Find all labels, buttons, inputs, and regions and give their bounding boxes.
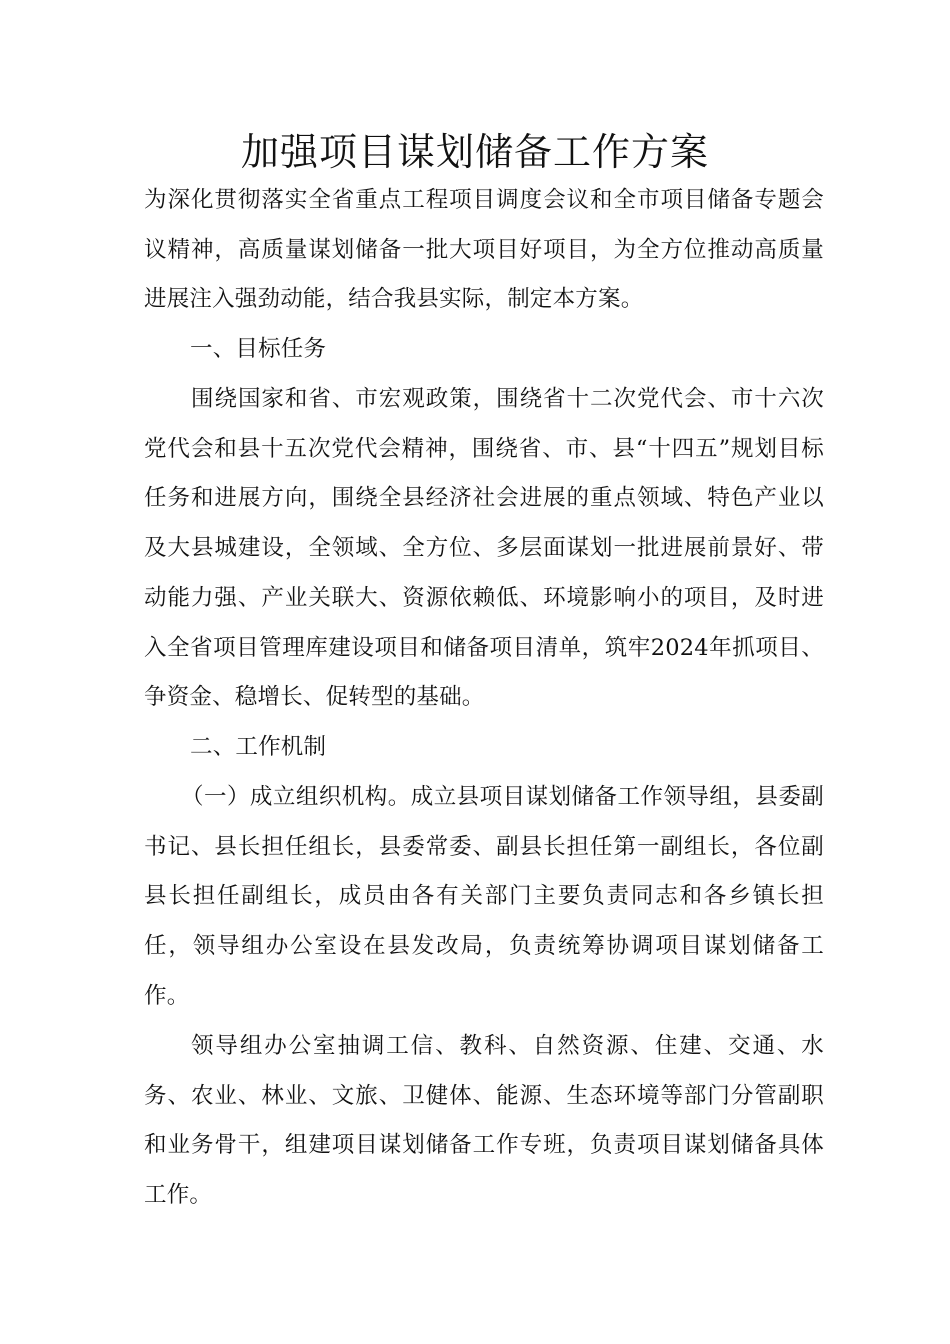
intro-paragraph: 为深化贯彻落实全省重点工程项目调度会议和全市项目储备专题会议精神，高质量谋划储备一批大项目好项目，为全方位推动高质量进展注入强劲动能，结合我县实际，制定本方案。 [144,187,824,313]
targets-paragraph: 围绕国家和省、市宏观政策，围绕省十二次党代会、市十六次党代会和县十五次党代会精神，围绕省、市、县“十四五”规划目标任务和进展方向，围绕全县经济社会进展的重点领域、特色产业以及大县城建设，全领域、全方位、多层面谋划一批进展前景好、带动能力强、产业关联大、资源依赖低、环境影响小的项目，及时进入全省项目管理库建设项目和储备项目清单，筑牢2024年抓项目、争资金、稳增长、促转型的基础。 [144,386,824,711]
organization-paragraph: （一）成立组织机构。成立县项目谋划储备工作领导组，县委副书记、县长担任组长，县委常委、副县长担任第一副组长，各位副县长担任副组长，成员由各有关部门主要负责同志和各乡镇长担任，领导组办公室设在县发改局，负责统筹协调项目谋划储备工作。 [144,784,824,1009]
office-team-paragraph: 领导组办公室抽调工信、教科、自然资源、住建、交通、水务、农业、林业、文旅、卫健体、能源、生态环境等部门分管副职和业务骨干，组建项目谋划储备工作专班，负责项目谋划储备具体工作。 [144,1033,824,1209]
document-title: 加强项目谋划储备工作方案 [240,130,709,174]
section-heading-mechanism: 二、工作机制 [190,734,327,760]
section-heading-targets: 一、目标任务 [190,336,327,362]
